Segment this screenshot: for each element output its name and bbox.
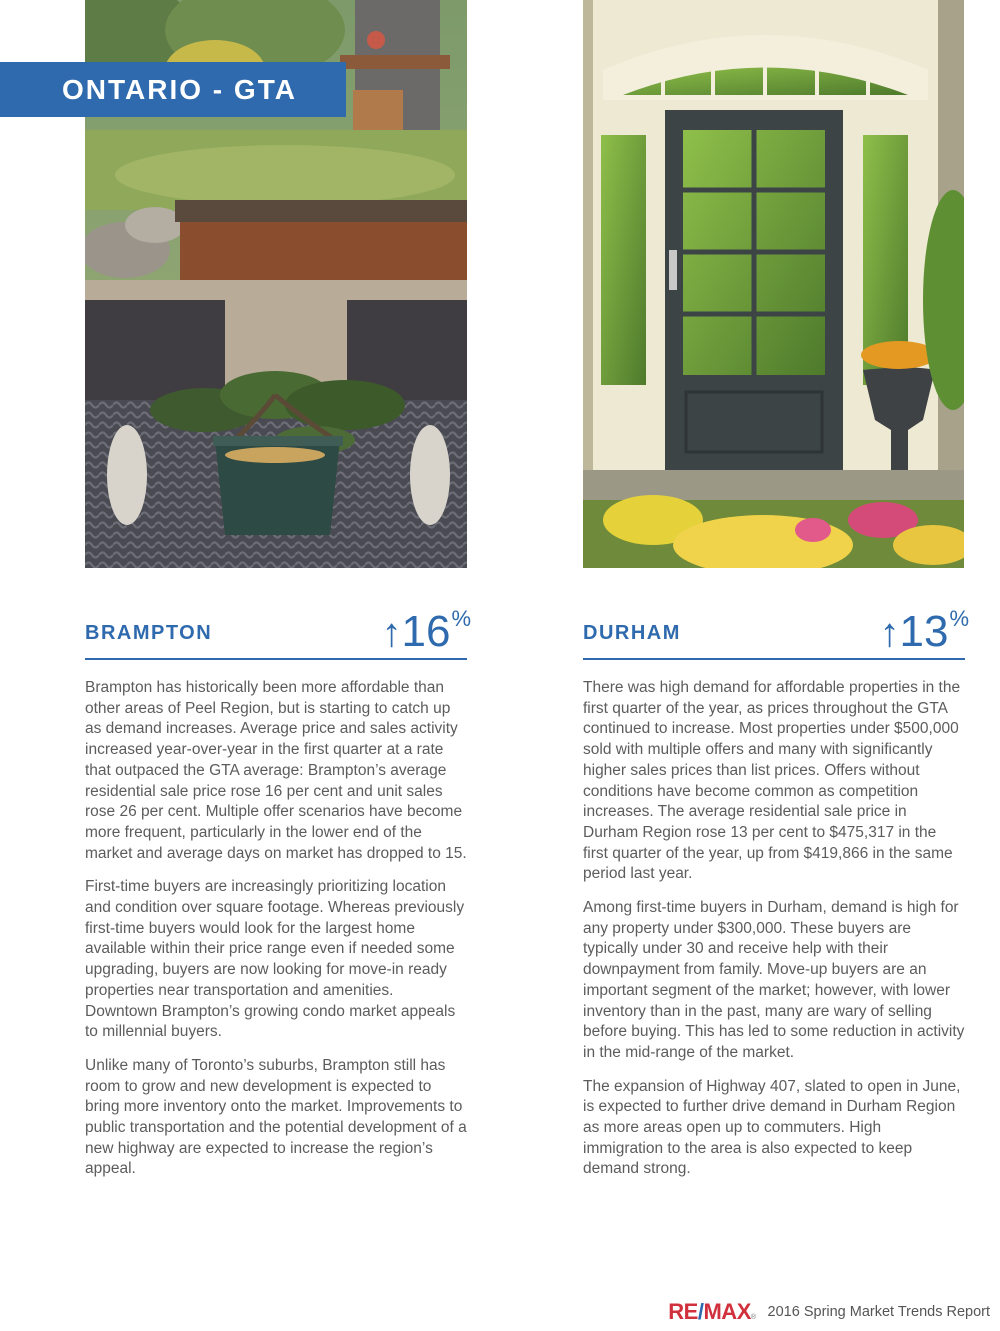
price-change-unit: % [451,606,471,631]
price-change-unit: % [949,606,969,631]
region-banner: ONTARIO - GTA [0,62,346,117]
city-title: DURHAM [583,622,681,644]
paragraph: The expansion of Highway 407, slated to open in June, is expected to further drive demand in Durham Region as more areas open up to commuters. High immigration to the area is also expected to keep demand strong. [583,1077,961,1178]
paragraph: Brampton has historically been more affordable than other areas of Peel Region, but is starting to catch up as demand increases. Average price and sales activity increased year-over-year in the first quarter at a rate that outpaced the GTA average: Brampton’s average residential sale price rose 16 per cent and unit sales rose 26 per cent. Multiple offer scenarios have become more frequent, particularly in the lower end of the market and average days on market has dropped to 15. [85,679,467,862]
paragraph: Unlike many of Toronto’s suburbs, Brampton still has room to grow and new development is expected to bring more inventory onto the market. Improvements to public transportation and the potential development of a new highway are expected to increase the region’s appeal. [85,1056,467,1178]
column-durham [583,600,969,1193]
remax-logo: RE / MAX ® [668,1299,756,1324]
photo-front-door [583,0,964,568]
arrow-up-icon: ↑ [381,611,402,655]
paragraph: Among first-time buyers in Durham, demand is high for any property under $300,000. These buyers are typically under 30 and receive help with their downpayment from family. Move-up buyers are an important segment of the market; however, with lower inventory than in the past, many are wary of selling before buying. This has led to some reduction in activity in the mid-range of the market. [583,899,965,1061]
paragraph: There was high demand for affordable properties in the first quarter of the year, as prices throughout the GTA continued to increase. Most properties under $500,000 sold with multiple offers and many with significantly higher sales prices than list prices. Offers without conditions have become common as competition increases. The average residential sale price in Durham Region rose 13 per cent to $475,317 in the first quarter of the year, up from $419,866 in the same period last year. [583,679,961,883]
column-brampton [85,600,471,1193]
arrow-up-icon: ↑ [879,611,900,655]
section-heading [85,600,471,660]
body-text [583,678,965,1180]
page-footer [668,1297,990,1327]
paragraph: First-time buyers are increasingly prioritizing location and condition over square footage. Whereas previously first-time buyers would look for the largest home available within their price range even if needed some upgrading, buyers are now looking for move-in ready properties near transportation and amenities. Downtown Brampton’s growing condo market appeals to millennial buyers. [85,878,465,1041]
price-change-value: 16 [401,607,451,656]
price-change-value: 13 [899,607,949,656]
section-heading [583,600,969,660]
body-text [85,678,467,1180]
city-title: BRAMPTON [85,622,213,644]
price-change-stat [381,606,471,654]
price-change-stat [879,606,969,654]
report-title: 2016 Spring Market Trends Report [767,1304,990,1320]
